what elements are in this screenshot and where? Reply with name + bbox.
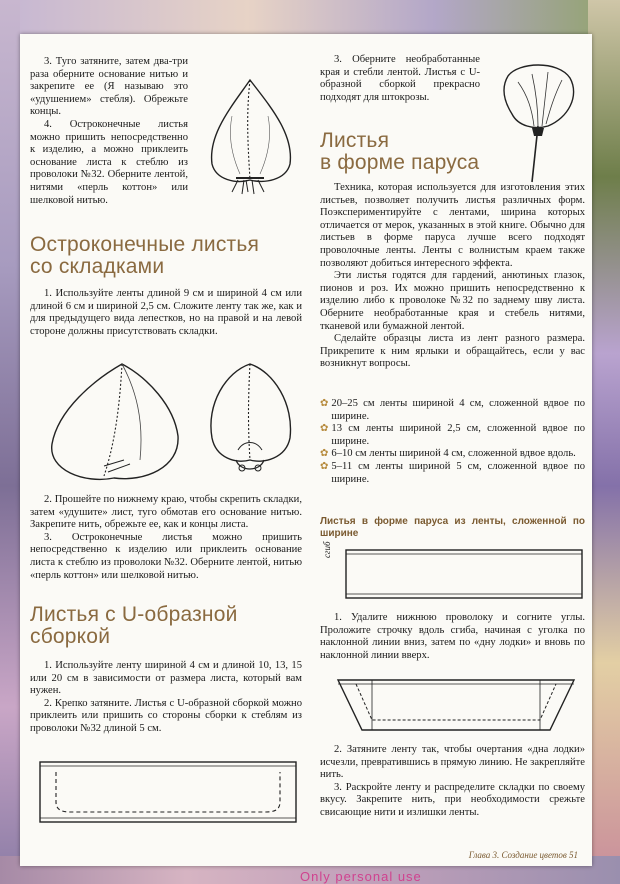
folded-ribbon-illustration: [324, 544, 586, 604]
sail-intro-text-2: Эти листья годятся для гардений, анютиных глазок, пионов и роз. Их можно пришить непосредственно к изделию либо к проволоке №32 по заднему шву листа. Оберните необработанные края и стебель нитями, тканевой или бумажной лентой.: [320, 270, 585, 332]
list-item: [320, 398, 585, 423]
fold-step1: [320, 612, 585, 662]
sail-subheading: [320, 516, 585, 540]
sail-heading-line1: Листья: [320, 129, 390, 152]
background-right: [588, 0, 620, 884]
pointed-heading-line2: со складками: [30, 255, 165, 278]
u-steps: [30, 660, 302, 736]
sail-subheading-text: Листья в форме паруса из ленты, сложенной по ширине: [320, 516, 585, 539]
flower-bullet-icon: ✿: [320, 448, 329, 460]
pointed-heading: [30, 234, 302, 278]
left-intro: [30, 56, 188, 207]
pointed-step1-text: 1. Используйте ленты длиной 9 см и шириной 4 см или длиной 6 см и шириной 2,5 см. Сложите ленту так же, как и для предыдущего вида лепестков, но на правой и на левой стороне должны присутствовать складки.: [30, 288, 302, 337]
book-page: [20, 34, 592, 866]
pleated-leaf-illustration-1: [44, 360, 194, 490]
right-step3-text: 3. Оберните необработанные края и стебли лентой. Листья с U-образной сборкой прекрасно подходят для штокрозы.: [320, 54, 480, 103]
u-heading-line1: Листья с U-образной: [30, 603, 238, 626]
list-item: [320, 423, 585, 448]
sail-sizes-list: [320, 398, 585, 486]
sail-heading: [320, 130, 490, 174]
sail-intro: [320, 182, 585, 371]
pointed-heading-line1: Остроконечные листья: [30, 233, 260, 256]
background-left: [0, 0, 20, 884]
fold-steps-2-3: [320, 744, 585, 820]
list-item-text: 6–10 см ленты шириной 4 см, сложенной вдвое вдоль.: [331, 448, 576, 460]
left-step4-text: 4. Остроконечные листья можно пришить непосредственно к изделию, а можно приклеить основание листа к стеблю из проволоки №32. Оберните лентой, нитями «перль коттон» или шелковой нитью.: [30, 118, 188, 206]
sail-intro-text-1: Техника, которая используется для изготовления этих листьев, позволяет получить листья различных форм. Поэкспериментируйте с лентами, ширина которых отличается от мерок, указанных в этой книге. Обычно для листьев в форме паруса лучше всего подходят проволочные ленты. Ленты с волнистым краем также позволяют добиться интересного эффекта.: [320, 182, 585, 269]
u-step1-text: 1. Используйте ленту шириной 4 см и длиной 10, 13, 15 или 20 см в зависимости от размера листа, который вам нужен.: [30, 660, 302, 697]
list-item-text: 5–11 см ленты шириной 5 см, сложенной вдвое по ширине.: [331, 460, 585, 485]
u-ribbon-illustration: [38, 752, 300, 832]
pointed-step1: [30, 288, 302, 338]
right-step3: [320, 54, 480, 104]
list-item: [320, 461, 585, 486]
pointed-step3-text: 3. Остроконечные листья можно пришить непосредственно к изделию или приклеить основание листа к стеблю из проволоки №32. Оберните лентой, нитью «перль коттон» или шелковой нитью.: [30, 531, 302, 581]
u-heading: [30, 604, 302, 648]
fold-label: сгиб: [322, 541, 332, 558]
u-leaf-illustration: [488, 56, 584, 186]
fold-step2-text: 2. Затяните ленту так, чтобы очертания «дна лодки» исчезли, превратившись в прямую линию. Не закрепляйте нить.: [320, 744, 585, 781]
pointed-leaf-illustration: [202, 76, 298, 196]
sail-heading-line2: в форме паруса: [320, 151, 480, 174]
flower-bullet-icon: ✿: [320, 423, 329, 435]
watermark: Only personal use: [300, 869, 422, 884]
fold-step1-text: 1. Удалите нижнюю проволоку и согните углы. Проложите строчку вдоль сгиба, начиная с уголка по наклонной линии вниз, затем по «дну лодки» и вновь по наклонной линии вверх.: [320, 612, 585, 661]
fold-step3-text: 3. Раскройте ленту и распределите складки по своему вкусу. Закрепите нить, при необходимости срежьте свисающие нити и излишки ленты.: [320, 781, 585, 818]
list-item-text: 13 см ленты шириной 2,5 см, сложенной вдвое по ширине.: [331, 423, 585, 447]
flower-bullet-icon: ✿: [320, 398, 329, 409]
pointed-steps-2-3: [30, 494, 302, 582]
u-step2-text: 2. Крепко затяните. Листья с U-образной сборкой можно приклеить или пришить со стороны сборки к стеблям из проволоки №32 длиной 5 см.: [30, 697, 302, 734]
left-step3-text: 3. Туго затяните, затем два-три раза оберните основание нитью и закрепите ее (Я называю это «удушением» стебля). Обрежьте концы.: [30, 56, 188, 118]
u-heading-line2: сборкой: [30, 625, 111, 648]
page-footer: Глава 3. Создание цветов 51: [468, 850, 578, 860]
list-item-text: 20–25 см ленты шириной 4 см, сложенной вдвое по ширине.: [331, 398, 585, 422]
pleated-leaf-illustration-2: [202, 360, 298, 480]
flower-bullet-icon: ✿: [320, 460, 329, 472]
pointed-step2-text: 2. Прошейте по нижнему краю, чтобы скрепить складки, затем «удушите» лист, туго обмотав его основание нитью. Закрепите нить, обрежьте ее, как и концы листа.: [30, 494, 302, 531]
boat-fold-illustration: [336, 670, 576, 740]
list-item: [320, 448, 585, 461]
sail-intro-text-3: Сделайте образцы листа из лент разного размера. Прикрепите к ним ярлыки и обращайтесь, если у вас возникнут вопросы.: [320, 333, 585, 370]
